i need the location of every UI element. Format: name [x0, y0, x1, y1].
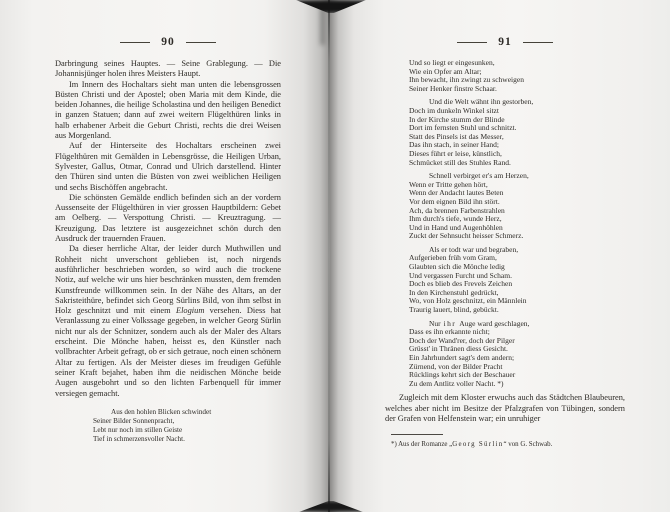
verse-line: Das ihn stach, in seiner Hand; — [409, 140, 499, 150]
paragraph: Auf der Hinterseite des Hochaltars erscheinen zwei Flügelthüren mit Gemälden in Lebensgrösse, die Heiligen Urban, Sylvester, Gallus, Otmar, Conrad und Ulrich darstellend. Hinter den Thüren sind unten die Büsten von zwei weiblichen Heiligen und sechs Bischöffen angebracht. — [55, 141, 281, 192]
verse-line: Wie ein Opfer am Altar; — [409, 66, 482, 76]
verse-line: Wenn er Tritte gehen hört, — [409, 179, 488, 189]
verse-line: Zuckt der Sehnsucht heisser Schmerz. — [409, 231, 524, 241]
right-page-number: 91 — [498, 36, 512, 48]
paragraph: Darbringung seines Hauptes. — Seine Grablegung. — Die Johannisjünger holen ihres Meisters Haupt. — [55, 59, 281, 79]
verse-line: Ach, da brennen Farbenstrahlen — [409, 205, 505, 215]
verse-text: Nur — [429, 318, 441, 328]
verse-line: Seiner Bilder Sonnenpracht, — [93, 416, 175, 425]
verse-line: Wo, von Holz geschnitzt, ein Männlein — [409, 296, 527, 306]
verse-line: Schmücket still des Stuhles Rand. — [409, 157, 511, 167]
left-page-header — [55, 36, 281, 48]
left-page-body — [55, 59, 281, 399]
verse-line: Aufgerieben früh vom Gram, — [409, 253, 497, 263]
footnote-text: “ von G. Schwab. — [503, 441, 553, 449]
verse-line: Als er todt war und begraben, — [429, 244, 519, 254]
verse-line: Grüsst' in Thränen diess Gesicht. — [409, 344, 508, 354]
verse-line: In der Kirche stumm der Blinde — [409, 114, 505, 124]
verse-line: Glaubten sich die Mönche ledig — [409, 262, 505, 272]
verse-line: Und vergassen Furcht und Scham. — [409, 270, 512, 280]
verse-line: Vor dem eignen Bild ihn stört. — [409, 196, 500, 206]
paragraph: Im Innern des Hochaltars sieht man unten die lebensgrossen Büsten Christi und der Apostel; oben Maria mit dem Kinde, die beiden Johannes, die heilige Scholastina und den heiligen Benedict in ganzen Statuen; dann auf zwei weitern Flügelthüren links in halb erhabener Arbeit die Geburt Christi, rechts die drei Weisen aus Morgenland. — [55, 79, 281, 141]
footnote-rule — [391, 434, 443, 435]
header-rule-right — [523, 42, 553, 43]
verse-line: Doch der Wand'rer, doch der Pilger — [409, 335, 515, 345]
verse-text: Auge ward geschlagen, — [459, 318, 530, 328]
verse-line: In den Kirchenstuhl gedrückt, — [409, 287, 499, 297]
left-page-verse — [93, 408, 281, 444]
verse-line: Rücklings kehrt sich der Beschauer — [409, 370, 516, 380]
left-page — [0, 0, 330, 512]
verse-line: Seiner Henker finstre Schaar. — [409, 83, 497, 93]
paragraph: Die schönsten Gemälde endlich befinden sich an der vordern Aussenseite der Flügelthüren in vier grossen Hauptbildern: Gebet am Oelberg. — Verspottung Christi. — Kreuztragung. — Kreuzigung. Das letztere ist ausgezeichnet schön durch den Ausdruck der trauernden Frauen. — [55, 192, 281, 244]
emphasized-word: ihr — [443, 318, 457, 328]
verse-line: Tief in schmerzensvoller Nacht. — [93, 434, 185, 443]
stanza — [409, 172, 625, 241]
right-page — [330, 0, 670, 512]
verse-line: Traurig lauert, blind, gebückt. — [409, 305, 499, 315]
stanza — [409, 98, 625, 167]
verse-line: Lebt nur noch im stillen Geiste — [93, 425, 183, 434]
paragraph: Zugleich mit dem Kloster erwuchs auch das Städtchen Blaubeuren, welches aber nicht im Besitze der Pfalzgrafen von Tübingen, sondern der Grafen von Helfenstein war; ein unruhiger — [385, 393, 625, 423]
elogium-italic: Elogium — [175, 306, 205, 316]
verse-line: Ein Jahrhundert sagt's dem andern; — [409, 353, 515, 362]
right-page-header — [385, 36, 625, 48]
verse-line: Und in Hand und Augenhöhlen — [409, 222, 503, 232]
right-page-verse — [409, 59, 625, 388]
right-page-body — [385, 393, 625, 424]
verse-line: Zürnend, von der Bilder Pracht — [409, 361, 503, 371]
stanza — [409, 246, 625, 315]
left-page-number: 90 — [161, 36, 175, 48]
header-rule-right — [186, 42, 216, 43]
footnote — [391, 440, 625, 449]
verse-line: Dass es ihn erkannte nicht; — [409, 327, 490, 337]
verse-line: Wenn der Andacht lautes Beten — [409, 188, 504, 198]
footnote-name: Georg Sürlin — [452, 441, 504, 449]
verse-line: Doch es blieb des Frevels Zeichen — [409, 279, 513, 289]
header-rule-left — [457, 42, 487, 43]
paragraph-text: Da dieser herrliche Altar, der leider durch Muthwillen und Rohheit nicht unverschont geblieben ist, noch nirgends ausführlicher beschrieben worden, so wird auch die trockene Notiz, auf welche wir uns hier beschränken mussten, dem fremden Kunstfreunde willkommen sein. In der Nähe des Altars, an der Sakristeithüre, befindet sich Georg Sürlins Bild, von ihm selbst in Holz geschnitzt und mit einem — [55, 244, 281, 316]
paragraph-text: versehen. Diess hat Veranlassung zu einer Volkssage gegeben, in welcher Georg Sürlin nicht nur als der Schnitzer, sondern auch als der Maler des Altars erscheint. Die Mönche haben, heisst es, den Künstler nach vollbrachter Arbeit gefragt, ob er sich getraue, noch einen schönern Altar zu fertigen. Als der Meister dieses im freudigen Gefühle seiner Kraft bejahet, haben ihm die neidischen Mönche beide Augen ausgebohrt und so den lichten Farbenquell für immer versiegen gemacht. — [55, 306, 281, 398]
verse-line: Doch im dunkeln Winkel sitzt — [409, 105, 499, 115]
stanza — [409, 320, 625, 389]
binding-gutter — [328, 0, 330, 512]
paragraph — [55, 244, 281, 398]
footnote-text: *) Aus der Romanze „ — [391, 441, 453, 449]
verse-line: Und so liegt er eingesunken, — [409, 58, 495, 67]
stanza — [409, 59, 625, 93]
verse-line: Ihn bewacht, ihn zwingt zu schweigen — [409, 75, 524, 85]
verse-line: Dieses führt er leise, künstlich, — [409, 148, 502, 158]
verse-line: Schnell verbirget er's am Herzen, — [429, 171, 529, 181]
verse-line: Zu dem Antlitz voller Nacht. *) — [409, 378, 504, 388]
header-rule-left — [120, 42, 150, 43]
verse-line: Statt des Pinsels ist das Messer, — [409, 131, 504, 141]
verse-line: Aus den hohlen Blicken schwindet — [111, 407, 212, 416]
verse-line: Und die Welt wähnt ihn gestorben, — [429, 97, 534, 107]
verse-line: Dort im fernsten Stuhl und schnitzt. — [409, 123, 517, 133]
verse-line: Ihm durch's tiefe, wunde Herz, — [409, 214, 502, 224]
